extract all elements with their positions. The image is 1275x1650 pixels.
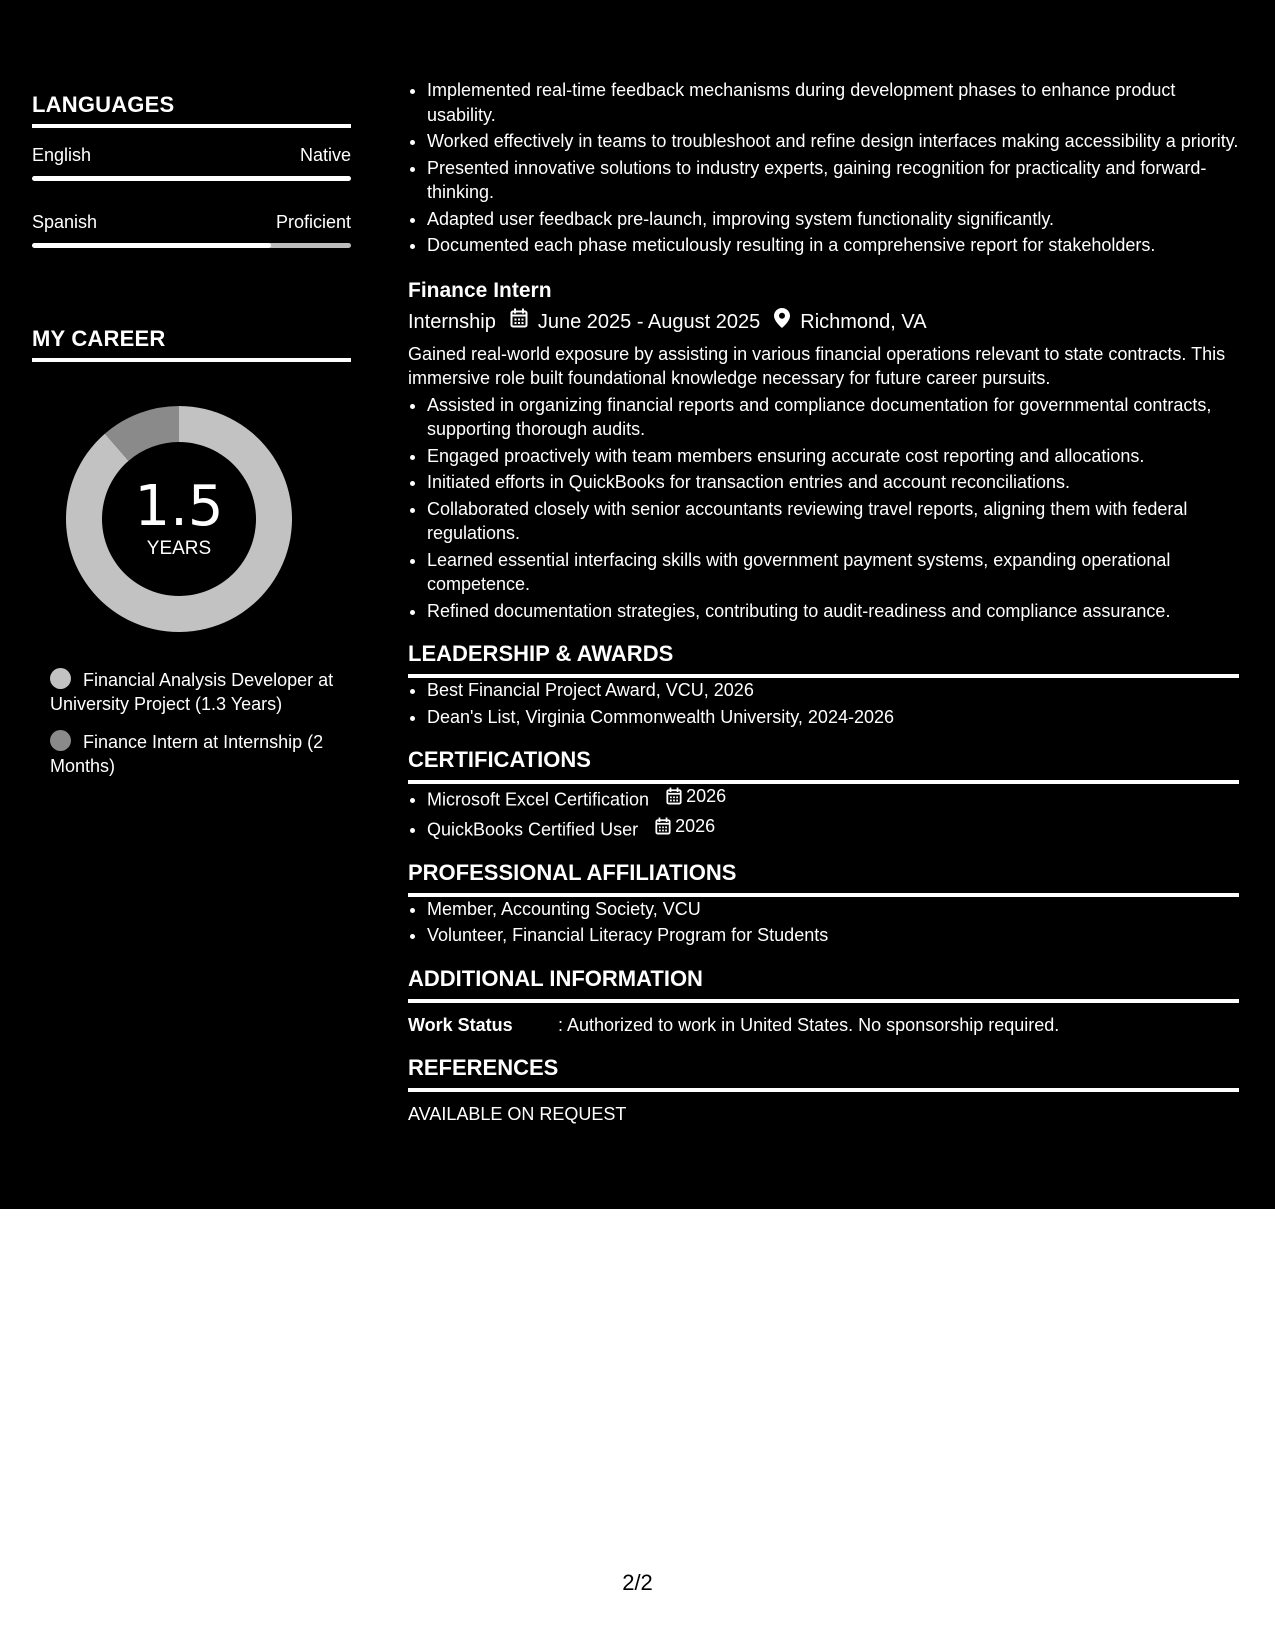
location-pin-icon [774,308,790,336]
certification-name: QuickBooks Certified User [427,819,639,839]
calendar-icon [655,817,671,835]
leadership-heading: LEADERSHIP & AWARDS [408,641,1239,678]
job-location: Richmond, VA [800,310,927,333]
list-item: • Volunteer, Financial Literacy Program for Students [427,923,1239,948]
language-level: Proficient [275,212,351,232]
legend-label: Financial Analysis Developer at University Project (1.3 Years) [50,670,334,714]
affiliations-heading: PROFESSIONAL AFFILIATIONS [408,860,1239,897]
language-name: English [32,145,92,165]
main-content [408,78,1239,1126]
affiliations-list [408,897,1239,948]
additional-info-heading: ADDITIONAL INFORMATION [408,966,1239,1003]
certifications-list [408,784,1239,842]
legend-dot [50,668,71,689]
list-item: • Worked effectively in teams to troubleshoot and refine design interfaces making accessibility a priority. [427,129,1239,154]
language-proficiency-fill [32,243,271,248]
list-item: • Member, Accounting Society, VCU [427,897,1239,922]
language-proficiency-bar [32,176,351,181]
references-heading: REFERENCES [408,1055,1239,1092]
career-heading: MY CAREER [32,326,351,362]
legend-label: Finance Intern at Internship (2 Months) [50,732,324,776]
career-total-years: 1.5 [134,474,224,539]
calendar-icon [510,308,528,336]
previous-job-bullets [408,78,1239,258]
career-legend-item [50,730,351,778]
language-name: Spanish [32,212,98,232]
job-bullets [408,393,1239,624]
list-item: • Implemented real-time feedback mechanisms during development phases to enhance product usability. [427,78,1239,127]
list-item: • Engaged proactively with team members ensuring accurate cost reporting and allocations. [427,444,1239,469]
list-item: • Adapted user feedback pre-launch, improving system functionality significantly. [427,207,1239,232]
career-total-unit: YEARS [146,538,212,559]
certifications-heading: CERTIFICATIONS [408,747,1239,784]
certification-year: 2026 [686,786,727,806]
legend-dot [50,730,71,751]
list-item: • Presented innovative solutions to industry experts, gaining recognition for practicality and forward-thinking. [427,156,1239,205]
job-dates: June 2025 - August 2025 [537,310,761,333]
job-title: Finance Intern [408,278,552,302]
work-status-value: : Authorized to work in United States. No sponsorship required. [558,1014,1060,1035]
list-item: • Assisted in organizing financial reports and compliance documentation for governmental contracts, supporting thorough audits. [427,393,1239,442]
certification-name: Microsoft Excel Certification [427,789,650,810]
career-section [32,326,351,778]
list-item: • Refined documentation strategies, contributing to audit-readiness and compliance assurance. [427,599,1239,624]
page-number: 2/2 [622,1570,653,1595]
job-description: Gained real-world exposure by assisting in various financial operations relevant to state contracts. This immersive role built foundational knowledge necessary for future career pursuits. [408,343,1226,388]
languages-heading: LANGUAGES [32,92,351,128]
language-item-spanish [32,211,351,248]
calendar-icon [666,787,682,805]
leadership-list [408,678,1239,729]
work-status-row [408,1013,1239,1037]
career-donut-chart [66,406,292,632]
language-proficiency-bar [32,243,351,248]
list-item: • Collaborated closely with senior accountants reviewing travel reports, aligning them with federal regulations. [427,497,1239,546]
list-item: • Initiated efforts in QuickBooks for transaction entries and account reconciliations. [427,470,1239,495]
work-status-label: Work Status [408,1014,513,1035]
certification-year: 2026 [675,815,716,836]
career-legend [50,668,351,778]
list-item: • Best Financial Project Award, VCU, 2026 [427,678,1239,703]
language-proficiency-fill [32,176,351,181]
list-item: • Dean's List, Virginia Commonwealth University, 2024-2026 [427,705,1239,730]
language-level: Native [299,145,351,165]
sidebar [32,92,351,792]
references-text: AVAILABLE ON REQUEST [408,1103,627,1124]
job-meta [408,308,1239,336]
list-item: • Documented each phase meticulously resulting in a comprehensive report for stakeholders. [427,233,1239,258]
list-item [427,784,1239,812]
career-legend-item [50,668,351,716]
list-item [427,814,1239,842]
list-item: • Learned essential interfacing skills with government payment systems, expanding operational competence. [427,548,1239,597]
job-company: Internship [408,310,496,333]
language-item-english [32,144,351,181]
